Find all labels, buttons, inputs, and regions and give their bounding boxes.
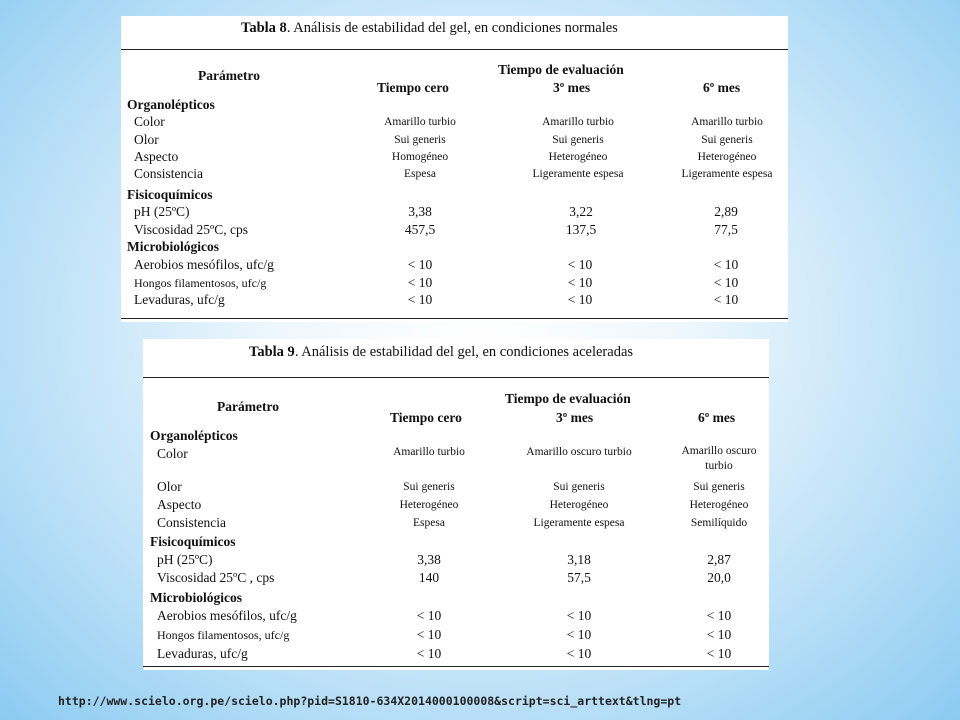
table-8-header-group: Tiempo de evaluación [498,62,624,77]
table-8-cell: < 10 [407,275,433,290]
source-url: http://www.scielo.org.pe/scielo.php?pid=S1810-634X2014000100008&script=sci_arttext&tlng=pt [58,694,682,708]
table-8-cell: Ligeramente espesa [532,168,624,180]
table-9-cell: Espesa [413,517,445,529]
table-8-section-title: Organolépticos [127,97,215,112]
table-9-cell: 3,38 [417,552,441,567]
table-8-cell: Amarillo turbio [542,116,614,128]
table-9-cell: Sui generis [403,481,455,493]
table-8-row-label: Olor [134,132,159,147]
table-9-header-c2: 3º mes [556,410,594,425]
table-8-section-title: Fisicoquímicos [127,187,213,202]
table-8-cell: Amarillo turbio [384,116,456,128]
table-9-header-c1: Tiempo cero [390,410,462,425]
table-8-cell: < 10 [567,275,593,290]
table-9-row-label: Color [157,446,188,461]
table-8-cell: < 10 [713,275,739,290]
table-8-cell: Ligeramente espesa [681,168,773,180]
table-9-caption-text: . Análisis de estabilidad del gel, en condiciones aceleradas [294,344,634,360]
table-8-header-c2: 3º mes [553,80,591,95]
table-9-bottom-rule [143,666,769,667]
table-8-cell: 137,5 [565,222,597,237]
table-8-section-title: Microbiológicos [127,239,219,254]
table-8-bottom-rule [121,318,788,319]
table-8-cell: Amarillo turbio [691,116,763,128]
table-8-panel [121,16,788,322]
table-8-row-label: Hongos filamentosos, ufc/g [134,276,267,290]
table-8-header-c1: Tiempo cero [377,80,449,95]
table-8-row-label: Viscosidad 25ºC, cps [134,222,248,237]
table-9-cell: Amarillo oscuro turbio [526,446,632,458]
table-9-caption-label: Tabla 9 [249,344,295,360]
table-9-cell: Amarillo oscuro turbio [681,445,757,472]
table-8-cell: Espesa [404,168,436,180]
table-8-header-c3: 6º mes [703,80,741,95]
table-8-cell: Heterogéneo [548,151,608,163]
table-8-caption-text: . Análisis de estabilidad del gel, en condiciones normales [286,20,618,36]
table-9-cell: 140 [418,570,440,585]
table-9-header-param: Parámetro [217,399,279,414]
table-9-cell: 2,87 [707,552,731,567]
table-8-row-label: Aerobios mesófilos, ufc/g [134,257,274,272]
table-9-section-title: Fisicoquímicos [150,534,236,549]
table-8-cell: < 10 [407,292,433,307]
table-9-cell: < 10 [416,646,442,661]
table-8-caption-label: Tabla 8 [241,20,287,36]
table-9-cell: < 10 [706,627,732,642]
table-8-cell: < 10 [713,292,739,307]
table-9-row-label: Viscosidad 25ºC , cps [157,570,275,585]
table-9-cell: < 10 [706,608,732,623]
table-8-cell: 3,38 [408,204,432,219]
table-9-row-label: Aerobios mesófilos, ufc/g [157,608,297,623]
table-8-cell: < 10 [713,257,739,272]
table-9-section-title: Microbiológicos [150,590,242,605]
table-9-row-label: Hongos filamentosos, ufc/g [157,628,290,642]
table-9-cell: < 10 [566,627,592,642]
table-9-cell: Ligeramente espesa [533,517,625,529]
table-8-row-label: pH (25ºC) [134,204,190,219]
table-8-row-label: Aspecto [134,149,179,164]
table-9-header-c3: 6º mes [698,410,736,425]
table-9-header-group: Tiempo de evaluación [505,391,631,406]
table-8-row-label: Color [134,114,165,129]
table-8-cell: 3,22 [569,204,593,219]
table-9-row-label: Aspecto [157,497,202,512]
table-9-row-label: Consistencia [157,515,226,530]
table-9-cell: 57,5 [567,570,591,585]
table-9-cell: Heterogéneo [689,499,749,511]
table-8-cell: < 10 [567,292,593,307]
table-9-panel [143,339,769,670]
table-9-cell: < 10 [416,608,442,623]
table-9-row-label: Levaduras, ufc/g [157,646,248,661]
table-8-cell: 77,5 [714,222,738,237]
table-8-cell: Heterogéneo [697,151,757,163]
table-9-cell: < 10 [416,627,442,642]
table-8-cell: Homogéneo [391,151,449,163]
table-8-cell: 2,89 [714,204,738,219]
table-9-cell: Heterogéneo [549,499,609,511]
table-9-cell: Heterogéneo [399,499,459,511]
table-8-header-param: Parámetro [198,68,260,83]
table-9-cell: Sui generis [693,481,745,493]
table-8-cell: < 10 [407,257,433,272]
table-9-cell: 3,18 [567,552,591,567]
table-8-cell: 457,5 [404,222,436,237]
table-9-cell: Amarillo turbio [393,446,465,458]
table-9-section-title: Organolépticos [150,428,238,443]
table-9-cell: 20,0 [707,570,731,585]
table-9-cell: < 10 [566,646,592,661]
table-9-cell: Semilíquido [690,517,748,529]
table-8-cell: Sui generis [394,134,446,146]
table-8-row-label: Levaduras, ufc/g [134,292,225,307]
table-8-top-rule [121,49,788,50]
table-9-cell: Sui generis [553,481,605,493]
table-8-row-label: Consistencia [134,166,203,181]
table-9-cell: < 10 [566,608,592,623]
table-9-row-label: Olor [157,479,182,494]
table-8-caption [121,16,788,40]
table-8-cell: Sui generis [701,134,753,146]
table-9-row-label: pH (25ºC) [157,552,213,567]
table-8-cell: < 10 [567,257,593,272]
table-9-cell: < 10 [706,646,732,661]
table-8-cell: Sui generis [552,134,604,146]
table-9-top-rule [143,377,769,378]
table-9-caption [143,340,769,364]
